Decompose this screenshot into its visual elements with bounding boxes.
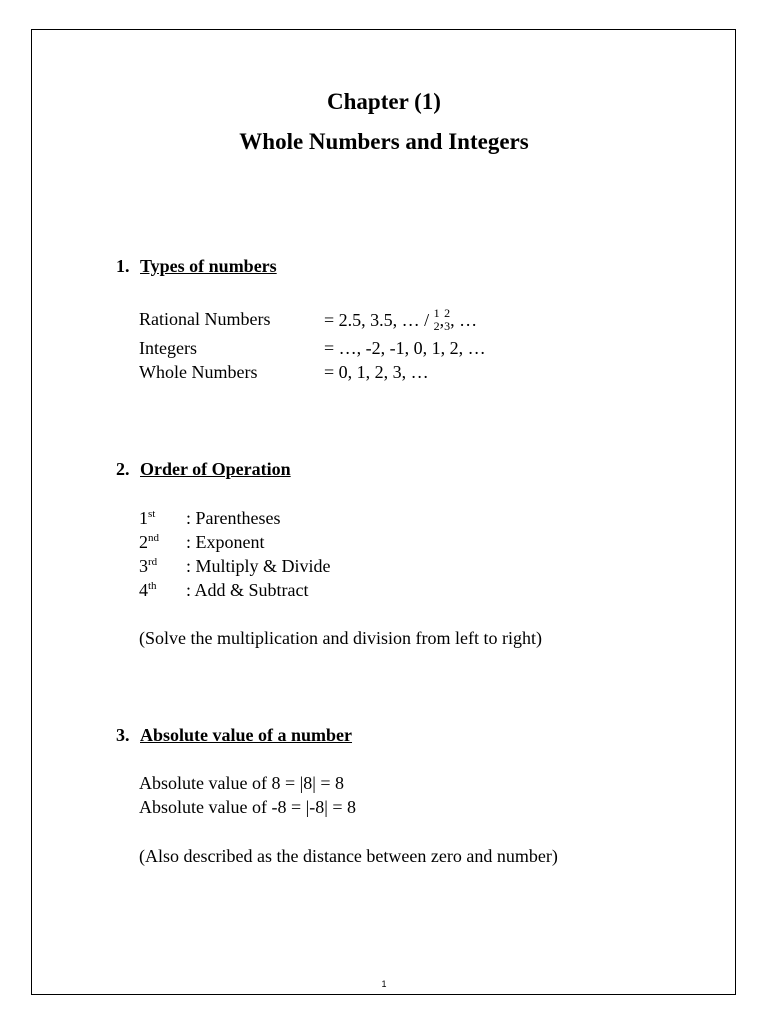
ordinal-number: 4	[139, 580, 148, 600]
fraction-two-thirds	[444, 307, 450, 333]
page-title: Whole Numbers and Integers	[239, 129, 529, 154]
ordinal-number: 1	[139, 508, 148, 528]
section-title: Types of numbers	[140, 256, 277, 276]
section-title: Absolute value of a number	[140, 725, 353, 745]
fraction-separator: ,	[439, 310, 445, 331]
fraction-numerator: 1	[433, 306, 440, 320]
section-title: Order of Operation	[140, 459, 291, 479]
ordinal-suffix: th	[148, 580, 157, 592]
absolute-value-example: Absolute value of -8 = |-8| = 8	[139, 797, 356, 817]
section-1-heading	[116, 256, 277, 277]
ordinal-number: 2	[139, 532, 148, 552]
section-number: 1.	[116, 256, 130, 276]
step-ordinal	[139, 580, 157, 601]
value-rational	[324, 306, 478, 335]
value-whole-numbers: = 0, 1, 2, 3, …	[324, 362, 429, 382]
term-integers: Integers	[139, 338, 197, 358]
step-ordinal	[139, 556, 157, 577]
page-number: 1	[381, 979, 387, 989]
fraction-one-half	[434, 307, 440, 333]
ordinal-suffix: st	[148, 508, 156, 520]
value-prefix: = 2.5, 3.5, … /	[324, 310, 434, 331]
value-suffix: , …	[450, 310, 478, 331]
section-number: 3.	[116, 725, 130, 745]
section-2-heading	[116, 459, 291, 480]
term-whole-numbers: Whole Numbers	[139, 362, 258, 382]
ordinal-number: 3	[139, 556, 148, 576]
step-label: : Multiply & Divide	[186, 556, 331, 576]
fraction-numerator: 2	[444, 306, 451, 320]
absolute-value-note: (Also described as the distance between zero and number)	[139, 846, 558, 866]
ordinal-suffix: rd	[148, 556, 158, 568]
fraction-denominator: 2	[433, 319, 440, 333]
step-ordinal	[139, 508, 155, 529]
section-3-heading	[116, 725, 352, 746]
order-note: (Solve the multiplication and division from left to right)	[139, 628, 542, 648]
ordinal-suffix: nd	[148, 532, 159, 544]
step-label: : Parentheses	[186, 508, 281, 528]
absolute-value-example: Absolute value of 8 = |8| = 8	[139, 773, 344, 793]
chapter-heading: Chapter (1)	[327, 89, 441, 114]
value-integers: = …, -2, -1, 0, 1, 2, …	[324, 338, 486, 358]
step-label: : Add & Subtract	[186, 580, 309, 600]
step-label: : Exponent	[186, 532, 265, 552]
section-number: 2.	[116, 459, 130, 479]
step-ordinal	[139, 532, 159, 553]
term-rational: Rational Numbers	[139, 309, 271, 329]
fraction-denominator: 3	[444, 319, 451, 333]
